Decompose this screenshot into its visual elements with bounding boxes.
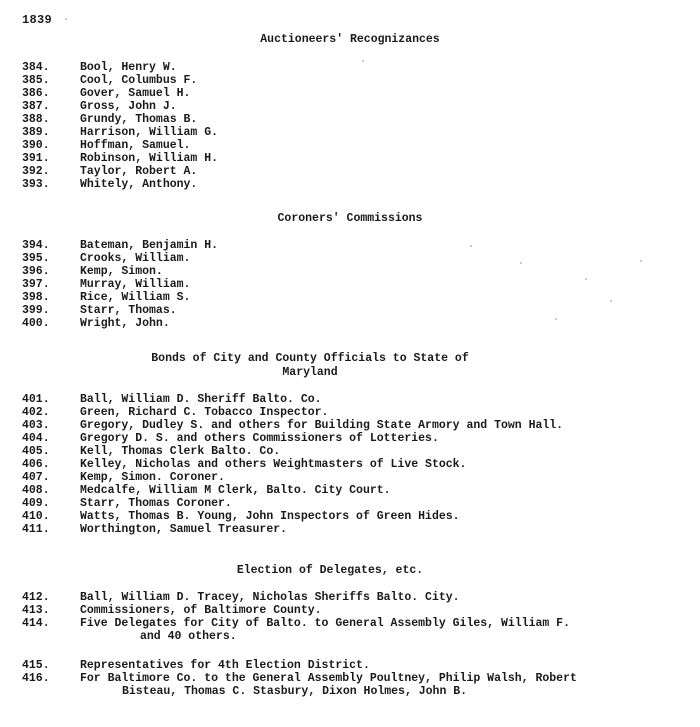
entry-text: Gover, Samuel H. xyxy=(80,87,191,100)
list-item xyxy=(22,393,322,406)
entry-text: Bateman, Benjamin H. xyxy=(80,239,219,252)
entry-text: For Baltimore Co. to the General Assembly Poultney, Philip Walsh, Robert xyxy=(80,672,577,685)
entry-number: 390. xyxy=(22,139,50,152)
list-item xyxy=(22,304,177,317)
entry-text: Worthington, Samuel Treasurer. xyxy=(80,523,288,536)
list-item xyxy=(22,265,163,278)
scan-speck xyxy=(585,278,587,280)
section-heading-bonds-line2: Maryland xyxy=(282,366,338,379)
entry-text: Gregory, Dudley S. and others for Building State Armory and Town Hall. xyxy=(80,419,564,432)
list-item xyxy=(22,497,232,510)
entry-text: Robinson, William H. xyxy=(80,152,219,165)
entry-number: 389. xyxy=(22,126,50,139)
list-item xyxy=(22,139,190,152)
list-item xyxy=(22,604,322,617)
entry-text: Five Delegates for City of Balto. to General Assembly Giles, William F. xyxy=(80,617,570,630)
entry-text: Ball, William D. Tracey, Nicholas Sheriffs Balto. City. xyxy=(80,591,460,604)
entry-text: Green, Richard C. Tobacco Inspector. xyxy=(80,406,329,419)
list-item xyxy=(22,291,190,304)
scan-speck xyxy=(470,245,472,247)
entry-number: 410. xyxy=(22,510,50,523)
entry-number: 385. xyxy=(22,74,50,87)
entry-text: Ball, William D. Sheriff Balto. Co. xyxy=(80,393,322,406)
entry-text: Hoffman, Samuel. xyxy=(80,139,191,152)
list-item xyxy=(22,510,460,523)
section-heading-coroners: Coroners' Commissions xyxy=(277,212,423,225)
list-item xyxy=(22,659,370,672)
entry-number: 412. xyxy=(22,591,50,604)
entry-number: 416. xyxy=(22,672,50,685)
list-item xyxy=(22,239,218,252)
list-item xyxy=(22,61,177,74)
entry-text: Bool, Henry W. xyxy=(80,61,177,74)
document-year: 1839 xyxy=(22,13,53,27)
entry-text: Kelley, Nicholas and others Weightmasters of Live Stock. xyxy=(80,458,467,471)
list-item xyxy=(22,484,391,497)
list-item xyxy=(22,445,280,458)
entry-text: Grundy, Thomas B. xyxy=(80,113,198,126)
entry-text: Cool, Columbus F. xyxy=(80,74,198,87)
entry-number: 388. xyxy=(22,113,50,126)
entry-text: Rice, William S. xyxy=(80,291,191,304)
entry-number: 395. xyxy=(22,252,50,265)
entry-number: 415. xyxy=(22,659,50,672)
entry-text: Starr, Thomas. xyxy=(80,304,177,317)
list-item xyxy=(22,74,197,87)
entry-number: 387. xyxy=(22,100,50,113)
entry-number: 405. xyxy=(22,445,50,458)
entry-number: 407. xyxy=(22,471,50,484)
list-item xyxy=(22,178,197,191)
list-item xyxy=(22,458,466,471)
list-item xyxy=(22,165,197,178)
list-item xyxy=(22,278,190,291)
list-item xyxy=(22,317,170,330)
entry-number: 397. xyxy=(22,278,50,291)
scan-speck xyxy=(640,260,642,262)
entry-text: Whitely, Anthony. xyxy=(80,178,198,191)
list-item xyxy=(22,523,287,536)
entry-number: 391. xyxy=(22,152,50,165)
list-item xyxy=(22,419,563,432)
list-item xyxy=(22,591,460,604)
entry-text: Medcalfe, William M Clerk, Balto. City Court. xyxy=(80,484,391,497)
entry-number: 399. xyxy=(22,304,50,317)
list-item xyxy=(22,252,190,265)
entry-number: 386. xyxy=(22,87,50,100)
entry-text: Representatives for 4th Election District. xyxy=(80,659,370,672)
entry-number: 393. xyxy=(22,178,50,191)
entry-number: 411. xyxy=(22,523,50,536)
scan-speck xyxy=(520,262,522,264)
list-item xyxy=(22,152,218,165)
entry-number: 408. xyxy=(22,484,50,497)
entry-text: Starr, Thomas Coroner. xyxy=(80,497,232,510)
entry-text: Commissioners, of Baltimore County. xyxy=(80,604,322,617)
entry-number: 394. xyxy=(22,239,50,252)
list-item xyxy=(22,471,225,484)
entry-text: Murray, William. xyxy=(80,278,191,291)
list-item xyxy=(22,432,439,445)
entry-number: 384. xyxy=(22,61,50,74)
scan-speck xyxy=(610,300,612,302)
entry-number: 400. xyxy=(22,317,50,330)
entry-number: 414. xyxy=(22,617,50,630)
entry-number: 392. xyxy=(22,165,50,178)
entry-continuation: and 40 others. xyxy=(140,630,237,643)
entry-text: Kell, Thomas Clerk Balto. Co. xyxy=(80,445,281,458)
entry-number: 398. xyxy=(22,291,50,304)
entry-number: 409. xyxy=(22,497,50,510)
entry-text: Watts, Thomas B. Young, John Inspectors of Green Hides. xyxy=(80,510,460,523)
entry-number: 401. xyxy=(22,393,50,406)
scan-speck xyxy=(65,18,67,20)
list-item xyxy=(22,617,570,630)
list-item xyxy=(22,113,197,126)
section-heading-election: Election of Delegates, etc. xyxy=(236,564,424,577)
list-item xyxy=(22,406,328,419)
entry-text: Kemp, Simon. Coroner. xyxy=(80,471,225,484)
entry-text: Taylor, Robert A. xyxy=(80,165,198,178)
scan-speck xyxy=(555,318,557,320)
entry-text: Gregory D. S. and others Commissioners of Lotteries. xyxy=(80,432,439,445)
entry-number: 396. xyxy=(22,265,50,278)
entry-text: Crooks, William. xyxy=(80,252,191,265)
entry-text: Wright, John. xyxy=(80,317,170,330)
entry-text: Harrison, William G. xyxy=(80,126,219,139)
section-heading-auctioneers: Auctioneers' Recognizances xyxy=(260,33,440,46)
scan-speck xyxy=(362,60,364,62)
entry-text: Gross, John J. xyxy=(80,100,177,113)
list-item xyxy=(22,672,577,685)
list-item xyxy=(22,126,218,139)
entry-number: 413. xyxy=(22,604,50,617)
entry-continuation: Bisteau, Thomas C. Stasbury, Dixon Holmes, John B. xyxy=(122,685,468,698)
entry-number: 404. xyxy=(22,432,50,445)
entry-number: 402. xyxy=(22,406,50,419)
section-heading-bonds: Bonds of City and County Officials to State of xyxy=(151,352,469,365)
entry-text: Kemp, Simon. xyxy=(80,265,163,278)
list-item xyxy=(22,87,190,100)
entry-number: 406. xyxy=(22,458,50,471)
list-item xyxy=(22,100,177,113)
entry-number: 403. xyxy=(22,419,50,432)
